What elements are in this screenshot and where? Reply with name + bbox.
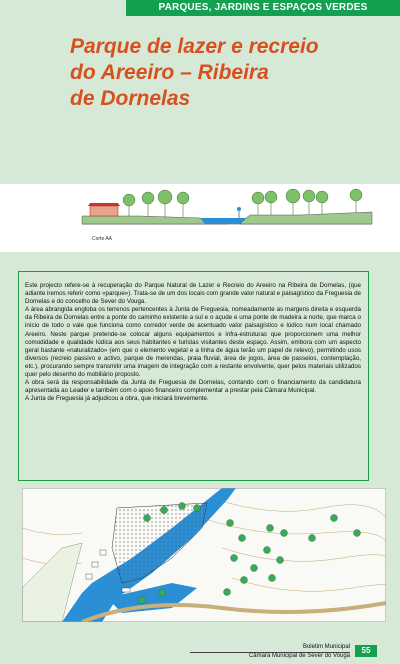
article-box <box>18 271 369 481</box>
site-plan <box>22 488 386 622</box>
page-title <box>70 34 380 112</box>
article-body <box>25 282 361 403</box>
article-paragraph: A obra será da responsabilidade da Junta de Freguesia de Dornelas, contando com o financiamento da candidatura apresentada ao Leader e também com o apoio financeiro complementar a prestar pela Câmara Municipal. <box>25 379 361 395</box>
article-paragraph: A área abrangida engloba os terrenos pertencentes à Junta de Freguesia, nomeadamente as margens direita e esquerda da Ribeira de Dornelas entre a ponte do caminho existente a sul e o açude e uma ponte de madeira a norte, que marca o início de todo o vale que funciona como corredor verde de acentuado valor paisagístico e lúdico num local chamado Areeiro. Neste parque pretende-se colocar alguns equipamentos e infra-estruturas que proporcionem uma melhor comodidade e qualidade lúdica aos seus habitantes e turistas visitantes deste espaço. Assim, embora com um aspecto geral bastante «naturalizado» (em que o elemento vegetal e a linha de água terão um papel de relevo), permitindo usos diversos (recreio passivo e activo, parque de merendas, praia fluvial, área de jogos, área de passeios, contemplação, etc.), procurando sempre transmitir uma imagem de integração com a restante envolvente, quer pelos materiais utilizados quer pelo desenho do mobiliário proposto. <box>25 306 361 379</box>
section-header: PARQUES, JARDINS E ESPAÇOS VERDES <box>126 0 400 16</box>
page-number: 55 <box>355 645 377 657</box>
article-paragraph: Este projecto refere-se à recuperação do Parque Natural de Lazer e Recreio do Areeiro na Ribeira de Dornelas, (que adiante iremos referir como «parque»). Trata-se de um dos locais com grande valor natural e paisagístico da Freguesia de Dornelas e do concelho de Sever do Vouga. <box>25 282 361 306</box>
footer-publication <box>190 644 350 660</box>
title-line: de Dornelas <box>70 87 191 110</box>
cross-section-illustration <box>0 184 400 252</box>
site-plan-illustration <box>22 488 386 622</box>
article-paragraph: A Junta de Freguesia já adjudicou a obra, que iniciará brevemente. <box>25 395 209 403</box>
section-drawing <box>0 184 400 252</box>
title-line: Parque de lazer e recreio <box>70 35 319 58</box>
title-line: do Areeiro – Ribeira <box>70 61 269 84</box>
footer-line: Boletim Municipal <box>302 644 350 650</box>
section-label: Corte AA <box>92 236 113 242</box>
footer-line: Câmara Municipal de Sever do Vouga <box>248 653 350 659</box>
